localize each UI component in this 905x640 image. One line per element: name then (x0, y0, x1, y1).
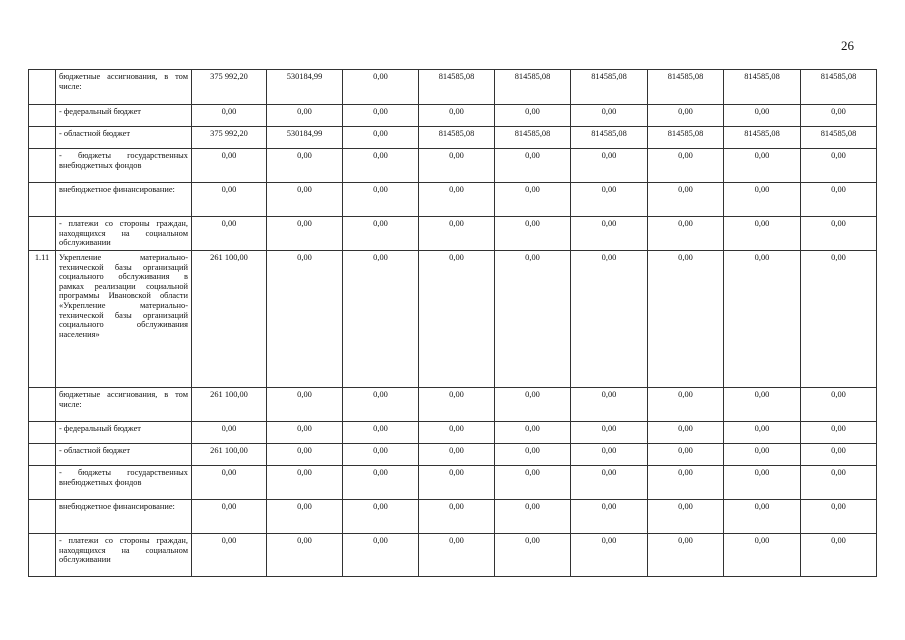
table-row (29, 70, 877, 105)
value-cell: 0,00 (343, 70, 419, 105)
value-cell: 0,00 (648, 534, 724, 577)
value-cell: 0,00 (801, 422, 877, 444)
value-cell: 0,00 (801, 105, 877, 127)
value-cell: 0,00 (419, 217, 495, 251)
value-cell: 0,00 (343, 422, 419, 444)
value-cell: 375 992,20 (192, 127, 267, 149)
table-row (29, 105, 877, 127)
value-cell: 0,00 (724, 388, 801, 422)
row-number-cell (29, 422, 56, 444)
value-cell: 0,00 (495, 422, 571, 444)
value-cell: 0,00 (343, 444, 419, 466)
value-cell: 0,00 (724, 534, 801, 577)
row-label-cell: - платежи со стороны граждан, находящихся на социальном обслуживании (56, 534, 192, 577)
value-cell: 0,00 (648, 183, 724, 217)
value-cell: 0,00 (724, 500, 801, 534)
value-cell: 261 100,00 (192, 388, 267, 422)
row-label-cell: - федеральный бюджет (56, 422, 192, 444)
value-cell: 0,00 (267, 149, 343, 183)
row-label-cell: - бюджеты государственных внебюджетных фондов (56, 466, 192, 500)
table-row (29, 444, 877, 466)
value-cell: 814585,08 (724, 70, 801, 105)
value-cell: 0,00 (495, 149, 571, 183)
row-label-cell: - федеральный бюджет (56, 105, 192, 127)
row-label-cell: бюджетные ассигнования, в том числе: (56, 388, 192, 422)
row-number-cell (29, 444, 56, 466)
value-cell: 0,00 (571, 183, 648, 217)
value-cell: 0,00 (267, 534, 343, 577)
value-cell: 814585,08 (648, 70, 724, 105)
value-cell: 0,00 (495, 500, 571, 534)
value-cell: 261 100,00 (192, 444, 267, 466)
table-row (29, 534, 877, 577)
value-cell: 0,00 (495, 534, 571, 577)
value-cell: 0,00 (192, 105, 267, 127)
value-cell: 0,00 (648, 388, 724, 422)
value-cell: 0,00 (648, 217, 724, 251)
row-label-cell: - бюджеты государственных внебюджетных фондов (56, 149, 192, 183)
value-cell: 0,00 (192, 466, 267, 500)
value-cell: 0,00 (343, 105, 419, 127)
value-cell: 0,00 (419, 444, 495, 466)
value-cell: 814585,08 (571, 127, 648, 149)
row-label-cell: внебюджетное финансирование: (56, 500, 192, 534)
value-cell: 0,00 (724, 105, 801, 127)
value-cell: 0,00 (724, 466, 801, 500)
value-cell: 0,00 (419, 534, 495, 577)
value-cell: 0,00 (571, 251, 648, 388)
value-cell: 0,00 (495, 217, 571, 251)
value-cell: 0,00 (724, 183, 801, 217)
value-cell: 0,00 (343, 217, 419, 251)
row-number-cell (29, 70, 56, 105)
value-cell: 0,00 (419, 466, 495, 500)
value-cell: 0,00 (495, 388, 571, 422)
value-cell: 814585,08 (419, 70, 495, 105)
row-label-cell: - областной бюджет (56, 444, 192, 466)
value-cell: 375 992,20 (192, 70, 267, 105)
value-cell: 814585,08 (571, 70, 648, 105)
value-cell: 0,00 (495, 444, 571, 466)
value-cell: 0,00 (267, 251, 343, 388)
value-cell: 0,00 (267, 388, 343, 422)
value-cell: 0,00 (495, 183, 571, 217)
row-number-cell (29, 183, 56, 217)
value-cell: 0,00 (343, 500, 419, 534)
value-cell: 0,00 (648, 500, 724, 534)
table-row (29, 183, 877, 217)
value-cell: 0,00 (419, 183, 495, 217)
value-cell: 814585,08 (801, 70, 877, 105)
value-cell: 0,00 (267, 217, 343, 251)
value-cell: 0,00 (419, 422, 495, 444)
value-cell: 0,00 (724, 422, 801, 444)
value-cell: 0,00 (419, 105, 495, 127)
value-cell: 0,00 (267, 466, 343, 500)
value-cell: 0,00 (192, 217, 267, 251)
value-cell: 0,00 (724, 444, 801, 466)
value-cell: 0,00 (648, 466, 724, 500)
value-cell: 0,00 (801, 466, 877, 500)
value-cell: 0,00 (192, 422, 267, 444)
table-row (29, 388, 877, 422)
value-cell: 0,00 (267, 422, 343, 444)
value-cell: 0,00 (571, 422, 648, 444)
value-cell: 0,00 (724, 251, 801, 388)
row-number-cell (29, 105, 56, 127)
value-cell: 0,00 (571, 149, 648, 183)
value-cell: 0,00 (495, 251, 571, 388)
value-cell: 0,00 (801, 534, 877, 577)
value-cell: 0,00 (801, 251, 877, 388)
value-cell: 0,00 (648, 444, 724, 466)
row-number-cell (29, 127, 56, 149)
value-cell: 0,00 (571, 444, 648, 466)
value-cell: 0,00 (801, 388, 877, 422)
value-cell: 814585,08 (801, 127, 877, 149)
value-cell: 261 100,00 (192, 251, 267, 388)
value-cell: 814585,08 (495, 127, 571, 149)
value-cell: 0,00 (571, 466, 648, 500)
value-cell: 0,00 (724, 217, 801, 251)
value-cell: 0,00 (267, 500, 343, 534)
value-cell: 0,00 (648, 105, 724, 127)
value-cell: 0,00 (343, 127, 419, 149)
table-row (29, 251, 877, 388)
value-cell: 0,00 (419, 388, 495, 422)
value-cell: 0,00 (267, 444, 343, 466)
row-label-cell: бюджетные ассигнования, в том числе: (56, 70, 192, 105)
row-number-cell (29, 500, 56, 534)
value-cell: 0,00 (343, 251, 419, 388)
value-cell: 0,00 (571, 217, 648, 251)
value-cell: 0,00 (801, 500, 877, 534)
value-cell: 0,00 (192, 183, 267, 217)
value-cell: 0,00 (801, 149, 877, 183)
table-row (29, 149, 877, 183)
value-cell: 814585,08 (648, 127, 724, 149)
table-row (29, 466, 877, 500)
row-number-cell (29, 466, 56, 500)
value-cell: 0,00 (267, 183, 343, 217)
value-cell: 0,00 (267, 105, 343, 127)
value-cell: 0,00 (801, 183, 877, 217)
value-cell: 0,00 (419, 251, 495, 388)
value-cell: 0,00 (648, 251, 724, 388)
budget-table (28, 69, 877, 577)
value-cell: 0,00 (571, 388, 648, 422)
value-cell: 814585,08 (724, 127, 801, 149)
value-cell: 0,00 (343, 183, 419, 217)
table-row (29, 500, 877, 534)
value-cell: 0,00 (419, 149, 495, 183)
value-cell: 0,00 (648, 422, 724, 444)
row-number-cell (29, 217, 56, 251)
value-cell: 814585,08 (495, 70, 571, 105)
value-cell: 0,00 (343, 534, 419, 577)
value-cell: 0,00 (801, 444, 877, 466)
value-cell: 0,00 (495, 466, 571, 500)
row-number-cell (29, 149, 56, 183)
value-cell: 530184,99 (267, 70, 343, 105)
value-cell: 0,00 (192, 534, 267, 577)
table-row (29, 127, 877, 149)
value-cell: 0,00 (343, 149, 419, 183)
value-cell: 814585,08 (419, 127, 495, 149)
value-cell: 0,00 (571, 534, 648, 577)
value-cell: 530184,99 (267, 127, 343, 149)
value-cell: 0,00 (648, 149, 724, 183)
table-row (29, 217, 877, 251)
value-cell: 0,00 (724, 149, 801, 183)
row-label-cell: внебюджетное финансирование: (56, 183, 192, 217)
row-number-cell (29, 388, 56, 422)
value-cell: 0,00 (801, 217, 877, 251)
table-row (29, 422, 877, 444)
value-cell: 0,00 (192, 500, 267, 534)
row-number-cell (29, 534, 56, 577)
row-number-cell: 1.11 (29, 251, 56, 388)
value-cell: 0,00 (192, 149, 267, 183)
value-cell: 0,00 (495, 105, 571, 127)
value-cell: 0,00 (571, 500, 648, 534)
page-number: 26 (841, 38, 854, 53)
value-cell: 0,00 (571, 105, 648, 127)
row-label-cell: - областной бюджет (56, 127, 192, 149)
row-label-cell: Укрепление материально-технической базы организаций социального обслуживания в рамках реализации социальной программы Ивановской области «Укрепление материально-технической базы организаций социального обслуживания населения» (56, 251, 192, 388)
table-body (29, 70, 877, 577)
value-cell: 0,00 (343, 466, 419, 500)
value-cell: 0,00 (343, 388, 419, 422)
value-cell: 0,00 (419, 500, 495, 534)
row-label-cell: - платежи со стороны граждан, находящихся на социальном обслуживании (56, 217, 192, 251)
